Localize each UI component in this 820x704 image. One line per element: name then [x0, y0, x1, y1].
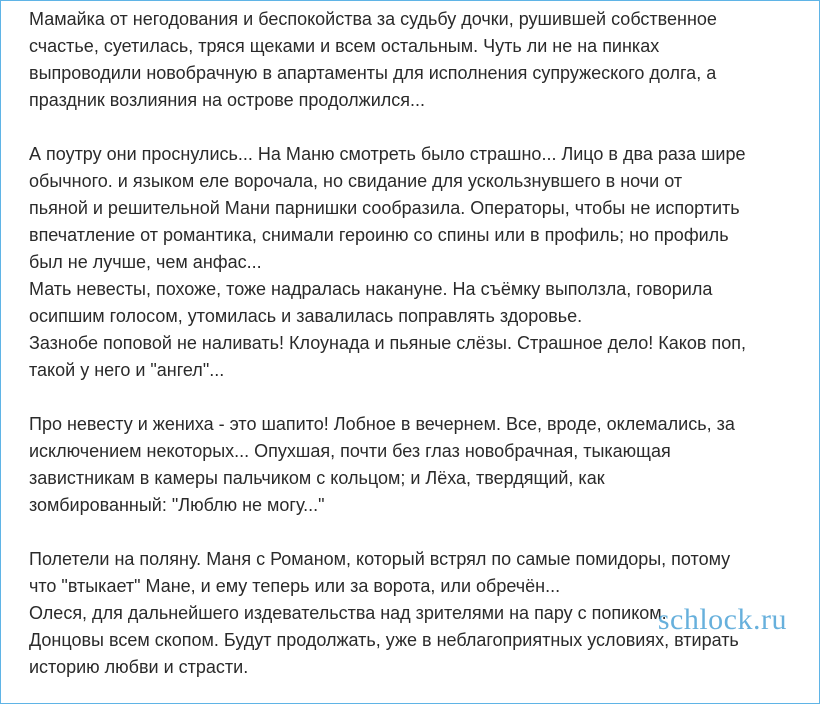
text-line: Мать невесты, похоже, тоже надралась накануне. На съёмку выползла, говорила	[29, 279, 713, 299]
paragraph-3	[29, 411, 799, 519]
text-line: Донцовы всем скопом. Будут продолжать, уже в неблагоприятных условиях, втирать	[29, 630, 739, 650]
text-line: Олеся, для дальнейшего издевательства над зрителями на пару с попиком.	[29, 603, 667, 623]
text-line: Зазнобе поповой не наливать! Клоунада и пьяные слёзы. Страшное дело! Каков поп,	[29, 333, 746, 353]
site-watermark: schlock.ru	[657, 603, 787, 636]
text-line: обычного. и языком еле ворочала, но свидание для ускользнувшего в ночи от	[29, 171, 683, 191]
article-text	[29, 6, 799, 704]
text-line: историю любви и страсти.	[29, 657, 249, 677]
text-line: завистникам в камеры пальчиком с кольцом; и Лёха, твердящий, как	[29, 468, 605, 488]
text-line: что "втыкает" Мане, и ему теперь или за ворота, или обречён...	[29, 576, 561, 596]
paragraph-2	[29, 141, 799, 384]
text-line: Мамайка от негодования и беспокойства за судьбу дочки, рушившей собственное	[29, 9, 717, 29]
text-line: впечатление от романтика, снимали героиню со спины или в профиль; но профиль	[29, 225, 729, 245]
text-line: был не лучше, чем анфас...	[29, 252, 262, 272]
text-line: зомбированный: "Люблю не могу..."	[29, 495, 325, 515]
text-line: выпроводили новобрачную в апартаменты для исполнения супружеского долга, а	[29, 63, 717, 83]
text-line: пьяной и решительной Мани парнишки сообразила. Операторы, чтобы не испортить	[29, 198, 740, 218]
text-line: праздник возлияния на острове продолжился...	[29, 90, 426, 110]
text-line: Полетели на поляну. Маня с Романом, который встрял по самые помидоры, потому	[29, 549, 731, 569]
text-line: счастье, суетилась, тряся щеками и всем остальным. Чуть ли не на пинках	[29, 36, 660, 56]
text-line: исключением некоторых... Опухшая, почти без глаз новобрачная, тыкающая	[29, 441, 671, 461]
paragraph-1	[29, 6, 799, 114]
text-line: такой у него и "ангел"...	[29, 360, 225, 380]
text-line: А поутру они проснулись... На Маню смотреть было страшно... Лицо в два раза шире	[29, 144, 746, 164]
text-line: осипшим голосом, утомилась и завалилась поправлять здоровье.	[29, 306, 583, 326]
text-line: Про невесту и жениха - это шапито! Лобное в вечернем. Все, вроде, оклемались, за	[29, 414, 735, 434]
